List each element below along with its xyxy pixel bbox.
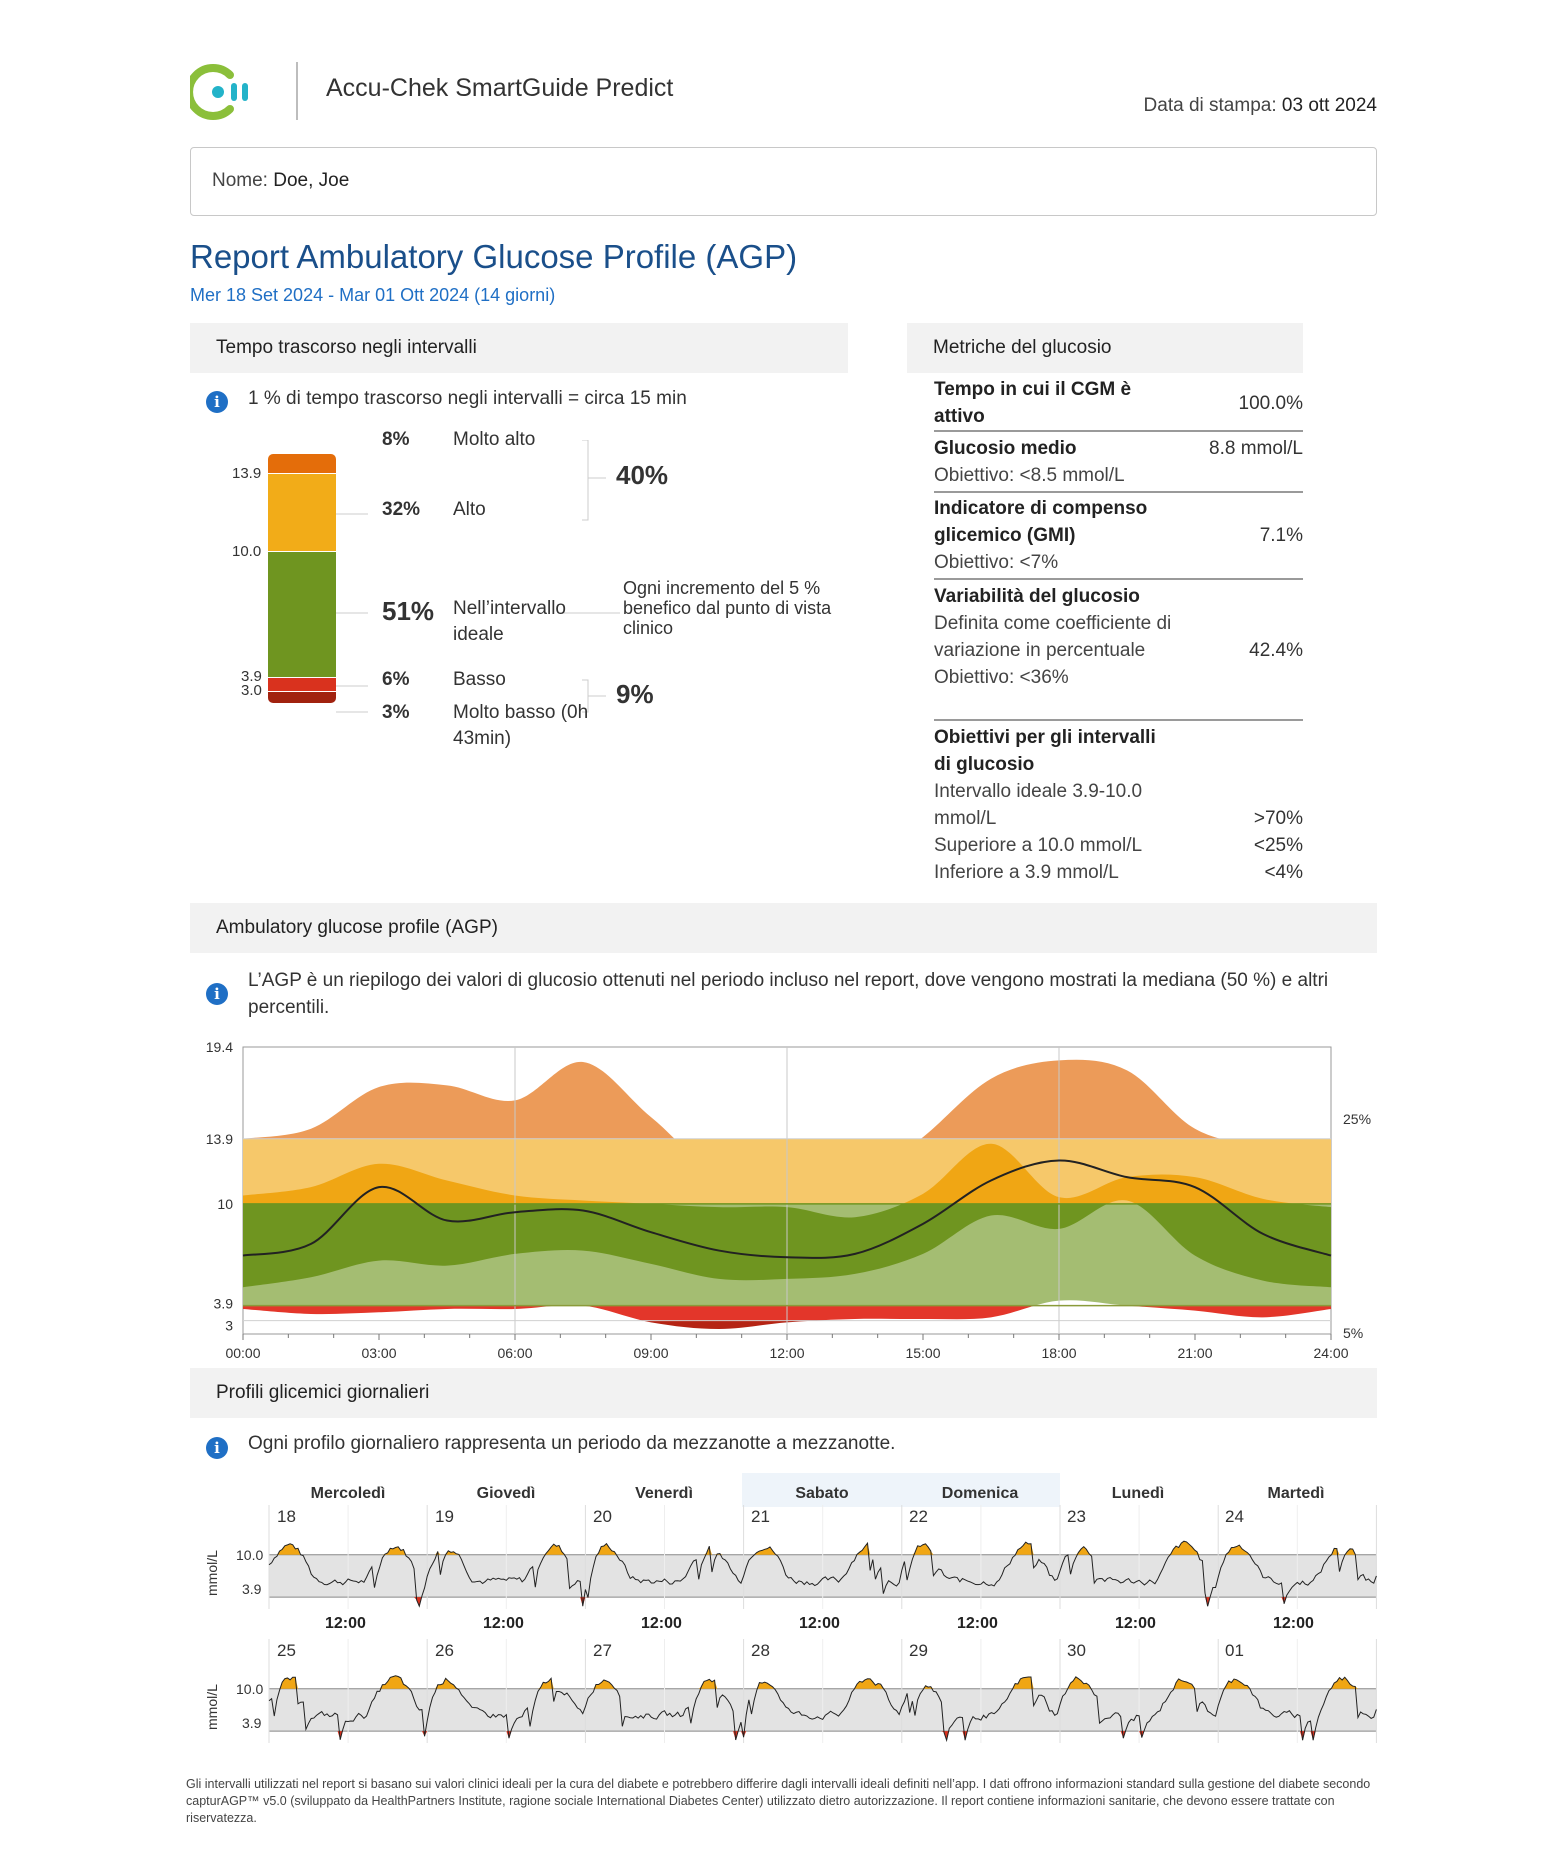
daily-tick-10: 10.0 — [236, 1681, 264, 1697]
noon-label: 12:00 — [799, 1615, 840, 1632]
daily-tick-3-9: 3.9 — [242, 1715, 262, 1731]
tir-lbl-very-high: Molto alto — [453, 429, 536, 450]
day-number: 18 — [277, 1507, 296, 1526]
noon-label: 12:00 — [641, 1615, 682, 1632]
agp-x-label: 12:00 — [769, 1345, 805, 1361]
agp-x-label: 15:00 — [905, 1345, 941, 1361]
agp-y-label: 10 — [217, 1195, 233, 1212]
target-above: Superiore a 10.0 mmol/L — [934, 835, 1143, 856]
agp-y-label: 3.9 — [213, 1295, 233, 1312]
day-number: 30 — [1067, 1641, 1086, 1660]
tir-lbl-very-low: Molto basso (0h 43min) — [453, 702, 589, 749]
agp-y-label: 19.4 — [205, 1039, 233, 1055]
app-title: Accu-Chek SmartGuide Predict — [326, 74, 674, 102]
noon-label: 12:00 — [957, 1615, 998, 1632]
agp-x-label: 09:00 — [633, 1345, 669, 1361]
agp-x-label: 24:00 — [1313, 1345, 1349, 1361]
noon-label: 12:00 — [325, 1615, 366, 1632]
tir-lbl-in-range: Nell’intervallo ideale — [453, 598, 566, 645]
daily-info-icon: i — [206, 1437, 228, 1459]
weekday-header: Mercoledì — [310, 1485, 386, 1502]
agp-info-text: L’AGP è un riepilogo dei valori di glucosio ottenuti nel periodo incluso nel report, dove vengono mostrati la mediana (50 %) e altri percentili. — [248, 970, 1329, 1018]
metric-sub: Obiettivo: <7% — [934, 552, 1059, 573]
tir-pct-high: 32% — [382, 499, 421, 520]
tir-pct-in-range: 51% — [382, 596, 435, 626]
tir-pct-low: 6% — [382, 669, 410, 690]
metric-label: Obiettivi per gli intervalli di glucosio — [934, 727, 1156, 775]
metric-cgm-active — [934, 376, 1303, 432]
metric-label: Tempo in cui il CGM è attivo — [934, 379, 1132, 427]
target-below-value: <4% — [1264, 862, 1303, 883]
weekday-header: Sabato — [795, 1485, 849, 1502]
day-number: 19 — [435, 1507, 454, 1526]
agp-y-label: 3 — [225, 1317, 233, 1334]
metric-value: 8.8 mmol/L — [1209, 438, 1303, 459]
noon-label: 12:00 — [1273, 1615, 1314, 1632]
metric-variability — [934, 583, 1303, 721]
weekday-header: Domenica — [941, 1485, 1019, 1502]
metric-value: 7.1% — [1259, 525, 1303, 546]
metric-value: 100.0% — [1238, 393, 1303, 414]
daily-tick-10: 10.0 — [236, 1547, 264, 1563]
day-number: 27 — [593, 1641, 612, 1660]
metric-sub: Definita come coefficiente di variazione in percentuale — [934, 613, 1172, 661]
tir-below-total: 9% — [616, 679, 654, 709]
metrics-section-header: Metriche del glucosio — [907, 323, 1303, 373]
tir-threshold-3-0: 3.0 — [241, 682, 262, 699]
tir-section-header: Tempo trascorso negli intervalli — [190, 323, 848, 373]
tir-benefit-note: Ogni incremento del 5 % benefico dal punto di vista clinico — [623, 578, 832, 638]
print-date-label: Data di stampa: — [1143, 95, 1277, 116]
tir-threshold-3-9: 3.9 — [241, 668, 262, 685]
print-date-value: 03 ott 2024 — [1281, 95, 1377, 116]
daily-section-header: Profili glicemici giornalieri — [190, 1368, 1377, 1418]
agp-x-label: 06:00 — [497, 1345, 533, 1361]
target-below: Inferiore a 3.9 mmol/L — [934, 862, 1119, 883]
day-number: 28 — [751, 1641, 770, 1660]
weekday-header: Martedì — [1267, 1485, 1325, 1502]
footer-disclaimer: Gli intervalli utilizzati nel report si basano sui valori clinici ideali per la cura del diabete e potrebbero differire dagli intervalli ideali definiti nell’app. I dati offrono informazioni standard sulla gestione del diabete secondo capturAGP™ v5.0 (sviluppato da HealthPartners Institute, ragione sociale International Diabetes Center) utilizzato dietro autorizzazione. Il report contiene informazioni sanitarie, che devono essere trattate con riservatezza. — [186, 1777, 1371, 1825]
patient-box — [190, 147, 1377, 216]
agp-info-icon: i — [206, 983, 228, 1005]
tir-lbl-low: Basso — [453, 669, 506, 690]
day-number: 29 — [909, 1641, 928, 1660]
weekday-header: Lunedì — [1111, 1485, 1165, 1502]
print-date — [1144, 95, 1377, 117]
metric-sub-target: Obiettivo: <36% — [934, 667, 1069, 688]
day-number: 01 — [1225, 1641, 1244, 1660]
header-divider — [296, 62, 298, 120]
day-number: 21 — [751, 1507, 770, 1526]
target-in-range: Intervallo ideale 3.9-10.0 mmol/L — [934, 781, 1143, 829]
metric-mean-glucose — [934, 435, 1303, 493]
metric-value: 42.4% — [1249, 640, 1303, 661]
report-title: Report Ambulatory Glucose Profile (AGP) — [190, 238, 798, 275]
metric-sub: Obiettivo: <8.5 mmol/L — [934, 465, 1125, 486]
noon-label: 12:00 — [1115, 1615, 1156, 1632]
tir-bar-in-range — [268, 552, 336, 678]
tir-bar-very-high — [268, 454, 336, 474]
day-number: 26 — [435, 1641, 454, 1660]
agp-x-label: 21:00 — [1177, 1345, 1213, 1361]
tir-info-icon: i — [206, 391, 228, 413]
tir-info-text: 1 % di tempo trascorso negli intervalli = circa 15 min — [248, 388, 687, 409]
tir-stacked-bar — [268, 454, 336, 703]
metric-label: Indicatore di compenso glicemico (GMI) — [934, 498, 1148, 546]
metric-gmi — [934, 495, 1303, 580]
day-number: 23 — [1067, 1507, 1086, 1526]
weekday-header: Giovedì — [476, 1485, 536, 1502]
agp-x-label: 00:00 — [225, 1345, 261, 1361]
app-logo — [190, 63, 250, 121]
patient-name: Doe, Joe — [273, 170, 350, 191]
tir-pct-very-low: 3% — [382, 702, 410, 723]
day-number: 25 — [277, 1641, 296, 1660]
target-in-range-value: >70% — [1253, 808, 1303, 829]
agp-section-header: Ambulatory glucose profile (AGP) — [190, 903, 1377, 953]
noon-label: 12:00 — [483, 1615, 524, 1632]
tir-threshold-13-9: 13.9 — [232, 465, 262, 482]
tir-bar-high — [268, 474, 336, 552]
patient-name-label: Nome: — [212, 170, 268, 191]
tir-threshold-10-0: 10.0 — [232, 543, 262, 560]
tir-pct-very-high: 8% — [382, 429, 410, 450]
daily-info-text: Ogni profilo giornaliero rappresenta un periodo da mezzanotte a mezzanotte. — [248, 1433, 896, 1454]
tir-lbl-high: Alto — [453, 499, 486, 520]
agp-y-label: 13.9 — [205, 1130, 233, 1147]
target-above-value: <25% — [1253, 835, 1303, 856]
agp-right-label-25: 25% — [1343, 1110, 1372, 1127]
day-number: 24 — [1225, 1507, 1244, 1526]
daily-profiles-chart — [205, 1505, 1385, 1755]
daily-y-unit-week1: mmol/L — [204, 1550, 220, 1596]
metric-label: Variabilità del glucosio — [934, 586, 1140, 607]
daily-tick-3-9: 3.9 — [242, 1581, 262, 1597]
metric-label: Glucosio medio — [934, 438, 1077, 459]
day-number: 20 — [593, 1507, 612, 1526]
tir-bar-low — [268, 678, 336, 692]
agp-right-label-5: 5% — [1343, 1325, 1364, 1341]
agp-chart — [190, 1035, 1390, 1365]
weekday-header: Venerdì — [635, 1485, 693, 1502]
tir-bar-very-low — [268, 692, 336, 703]
agp-x-label: 03:00 — [361, 1345, 397, 1361]
tir-above-total: 40% — [616, 460, 669, 490]
day-number: 22 — [909, 1507, 928, 1526]
report-period: Mer 18 Set 2024 - Mar 01 Ott 2024 (14 giorni) — [190, 285, 556, 305]
agp-x-label: 18:00 — [1041, 1345, 1077, 1361]
metric-range-targets — [934, 724, 1303, 884]
daily-y-unit-week2: mmol/L — [204, 1684, 220, 1730]
